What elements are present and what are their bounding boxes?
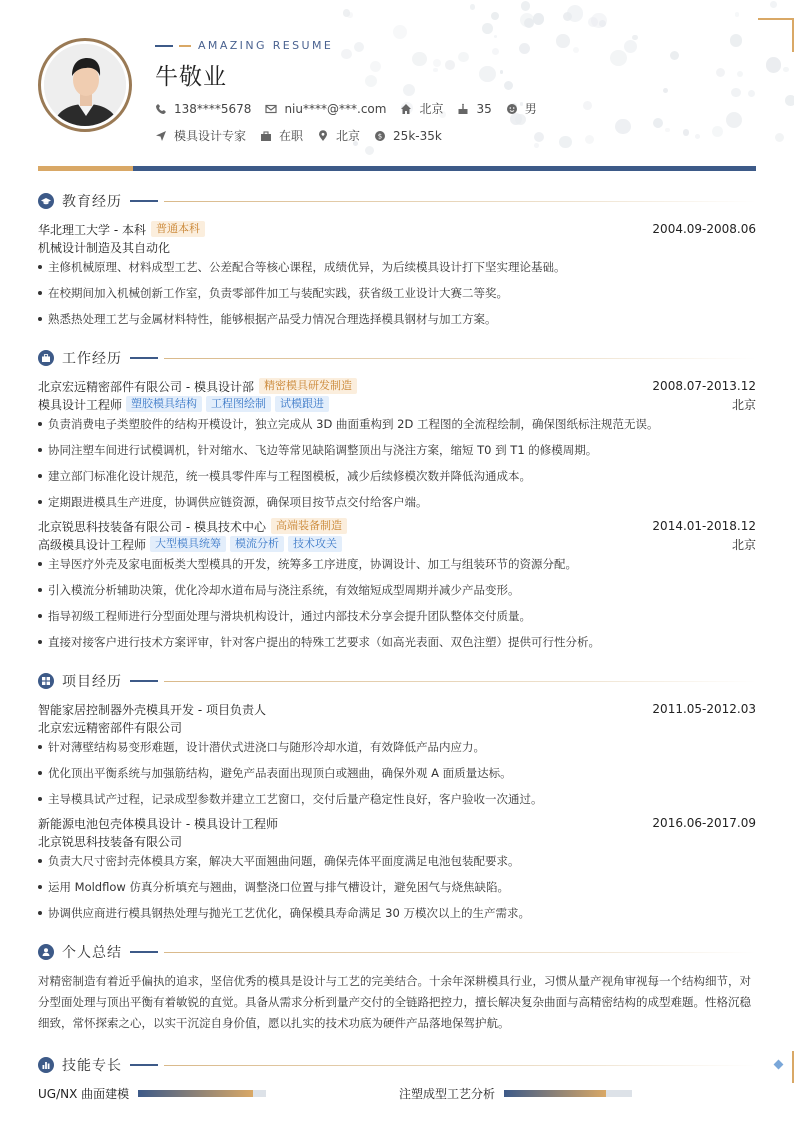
svg-text:$: $ <box>377 132 383 141</box>
job-bullet: 建立部门标准化设计规范，统一模具零件库与工程图模板，减少后续修模次数并降低沟通成本。 <box>38 468 756 484</box>
corner-decoration-bottom <box>762 1051 794 1083</box>
job-position: 高级模具设计工程师 <box>38 537 147 552</box>
project-company: 北京宏远精密部件有限公司 <box>38 720 183 735</box>
section-projects-header <box>38 672 756 690</box>
resume-tagline: AMAZING RESUME <box>155 39 333 52</box>
job-period: 2008.07-2013.12 <box>652 379 756 393</box>
skill-name: UG/NX 曲面建模 <box>38 1087 130 1101</box>
skill-tag: 塑胶模具结构 <box>126 396 202 412</box>
bar-chart-icon <box>38 1057 54 1073</box>
section-title: 项目经历 <box>62 674 122 690</box>
education-entry <box>38 221 756 237</box>
industry-tag: 精密模具研发制造 <box>259 378 357 394</box>
profile-photo <box>44 44 126 126</box>
project-bullet: 运用 Moldflow 仿真分析填充与翘曲，调整浇口位置与排气槽设计，避免困气与烧焦缺陷。 <box>38 879 756 895</box>
project-title-row <box>38 815 756 831</box>
skill-item <box>38 1085 266 1102</box>
job-position: 模具设计工程师 <box>38 397 123 412</box>
skill-item <box>399 1085 632 1102</box>
section-work-header <box>38 349 756 367</box>
phone-item: 138****5678 <box>155 102 251 116</box>
job-company-row <box>38 378 756 394</box>
job-bullet: 引入模流分析辅助决策，优化冷却水道布局与浇注系统，有效缩短成型周期并减少产品变形。 <box>38 582 756 598</box>
job-company-row <box>38 518 756 534</box>
hometown-item: 北京 <box>400 100 443 117</box>
project-bullet: 协调供应商进行模具钢热处理与抛光工艺优化，确保模具寿命满足 30 万模次以上的生产需求。 <box>38 905 756 921</box>
age-item: 35 <box>457 102 491 116</box>
face-icon <box>506 103 518 115</box>
status-item: 在职 <box>260 127 303 144</box>
major-row <box>38 239 756 255</box>
project-bullet: 负责大尺寸密封壳体模具方案，解决大平面翘曲问题，确保壳体平面度满足电池包装配要求。 <box>38 853 756 869</box>
project-title-row <box>38 701 756 717</box>
target-position-item: 模具设计专家 <box>155 127 246 144</box>
skill-level-bar <box>504 1090 632 1097</box>
job-bullet: 直接对接客户进行技术方案评审，针对客户提出的特殊工艺要求（如高光表面、双色注塑）提供可行性分析。 <box>38 634 756 650</box>
job-city: 北京 <box>731 397 756 412</box>
job-bullet: 主导医疗外壳及家电面板类大型模具的开发，统筹多工序进度，协调设计、加工与组装环节的资源分配。 <box>38 556 756 572</box>
project-bullet: 针对薄壁结构易变形难题，设计潜伏式进浇口与随形冷却水道，有效降低产品内应力。 <box>38 739 756 755</box>
send-icon <box>155 130 167 142</box>
project-company: 北京锐思科技装备有限公司 <box>38 834 183 849</box>
skill-tag: 技术攻关 <box>288 536 342 552</box>
section-title: 教育经历 <box>62 194 122 210</box>
education-period: 2004.09-2008.06 <box>652 222 756 236</box>
phone-icon <box>155 103 167 115</box>
project-bullet: 主导模具试产过程，记录成型参数并建立工艺窗口，交付后量产稳定性良好，客户验收一次通过。 <box>38 791 756 807</box>
job-city: 北京 <box>731 537 756 552</box>
user-icon <box>38 944 54 960</box>
skill-tag: 工程图绘制 <box>206 396 271 412</box>
skill-level-bar <box>138 1090 266 1097</box>
skill-tag: 试模跟进 <box>275 396 329 412</box>
money-icon <box>374 130 386 142</box>
grid-icon <box>38 673 54 689</box>
gender-item: 男 <box>506 100 537 117</box>
job-position-row <box>38 536 756 552</box>
mail-icon <box>265 103 277 115</box>
major-name: 机械设计制造及其自动化 <box>38 240 171 255</box>
candidate-name: 牛敬业 <box>155 64 227 90</box>
project-name: 新能源电池包壳体模具设计 - 模具设计工程师 <box>38 816 278 831</box>
section-summary-header <box>38 943 756 961</box>
cake-icon <box>457 103 469 115</box>
section-title: 技能专长 <box>62 1058 122 1074</box>
company-name: 北京宏远精密部件有限公司 - 模具设计部 <box>38 379 254 394</box>
education-bullet: 主修机械原理、材料成型工艺、公差配合等核心课程，成绩优异，为后续模具设计打下坚实理论基础。 <box>38 259 756 275</box>
company-name: 北京锐思科技装备有限公司 - 模具技术中心 <box>38 519 266 534</box>
section-education-header <box>38 192 756 210</box>
project-bullet: 优化顶出平衡系统与加强筋结构，避免产品表面出现顶白或翘曲，确保外观 A 面质量达标。 <box>38 765 756 781</box>
graduation-cap-icon <box>38 193 54 209</box>
skill-tag: 模流分析 <box>230 536 284 552</box>
project-period: 2011.05-2012.03 <box>652 702 756 716</box>
location-icon <box>317 130 329 142</box>
email-item: niu****@***.com <box>265 102 386 116</box>
project-period: 2016.06-2017.09 <box>652 816 756 830</box>
briefcase-icon <box>38 350 54 366</box>
school-name: 华北理工大学 - 本科 <box>38 222 146 237</box>
section-title: 个人总结 <box>62 945 122 961</box>
skill-name: 注塑成型工艺分析 <box>399 1087 496 1101</box>
education-bullet: 在校期间加入机械创新工作室，负责零部件加工与装配实践，获省级工业设计大赛二等奖。 <box>38 285 756 301</box>
degree-tag: 普通本科 <box>151 221 205 237</box>
section-skills-header <box>38 1056 756 1074</box>
header-divider-bar <box>38 166 756 171</box>
summary-text: 对精密制造有着近乎偏执的追求，坚信优秀的模具是设计与工艺的完美结合。十余年深耕模具行业，习惯从量产视角审视每一个结构细节，对分型面处理与顶出平衡有着敏锐的直觉。具备从需求分析到量产交付的全链路把控力，擅长解决复杂曲面与高精密结构的成型难题。性格沉稳细致，常怀探索之心，以实干沉淀自身价值，愿以扎实的技术功底为硬件产品落地保驾护航。 <box>38 974 751 1030</box>
section-title: 工作经历 <box>62 351 122 367</box>
industry-tag: 高端装备制造 <box>271 518 347 534</box>
home-icon <box>400 103 412 115</box>
job-position-row <box>38 396 756 412</box>
job-bullet: 协同注塑车间进行试模调机，针对缩水、飞边等常见缺陷调整顶出与浇注方案，缩短 T0 到 T1 的修模周期。 <box>38 442 756 458</box>
project-company-row <box>38 833 756 849</box>
education-bullet: 熟悉热处理工艺与金属材料特性，能够根据产品受力情况合理选择模具钢材与加工方案。 <box>38 311 756 327</box>
briefcase-icon <box>260 130 272 142</box>
job-intent-row <box>155 127 456 144</box>
salary-item: $ 25k-35k <box>374 129 442 143</box>
project-name: 智能家居控制器外壳模具开发 - 项目负责人 <box>38 702 266 717</box>
contact-info-row <box>155 100 551 117</box>
job-bullet: 负责消费电子类塑胶件的结构开模设计，独立完成从 3D 曲面重构到 2D 工程图的全流程绘制，确保图纸标注规范无误。 <box>38 416 756 432</box>
job-bullet: 定期跟进模具生产进度，协调供应链资源，确保项目按节点交付给客户端。 <box>38 494 756 510</box>
job-bullet: 指导初级工程师进行分型面处理与滑块机构设计，通过内部技术分享会提升团队整体交付质量。 <box>38 608 756 624</box>
corner-decoration-top <box>758 18 794 52</box>
skill-tag: 大型模具统筹 <box>150 536 226 552</box>
avatar <box>38 38 132 132</box>
project-company-row <box>38 719 756 735</box>
job-period: 2014.01-2018.12 <box>652 519 756 533</box>
target-city-item: 北京 <box>317 127 360 144</box>
